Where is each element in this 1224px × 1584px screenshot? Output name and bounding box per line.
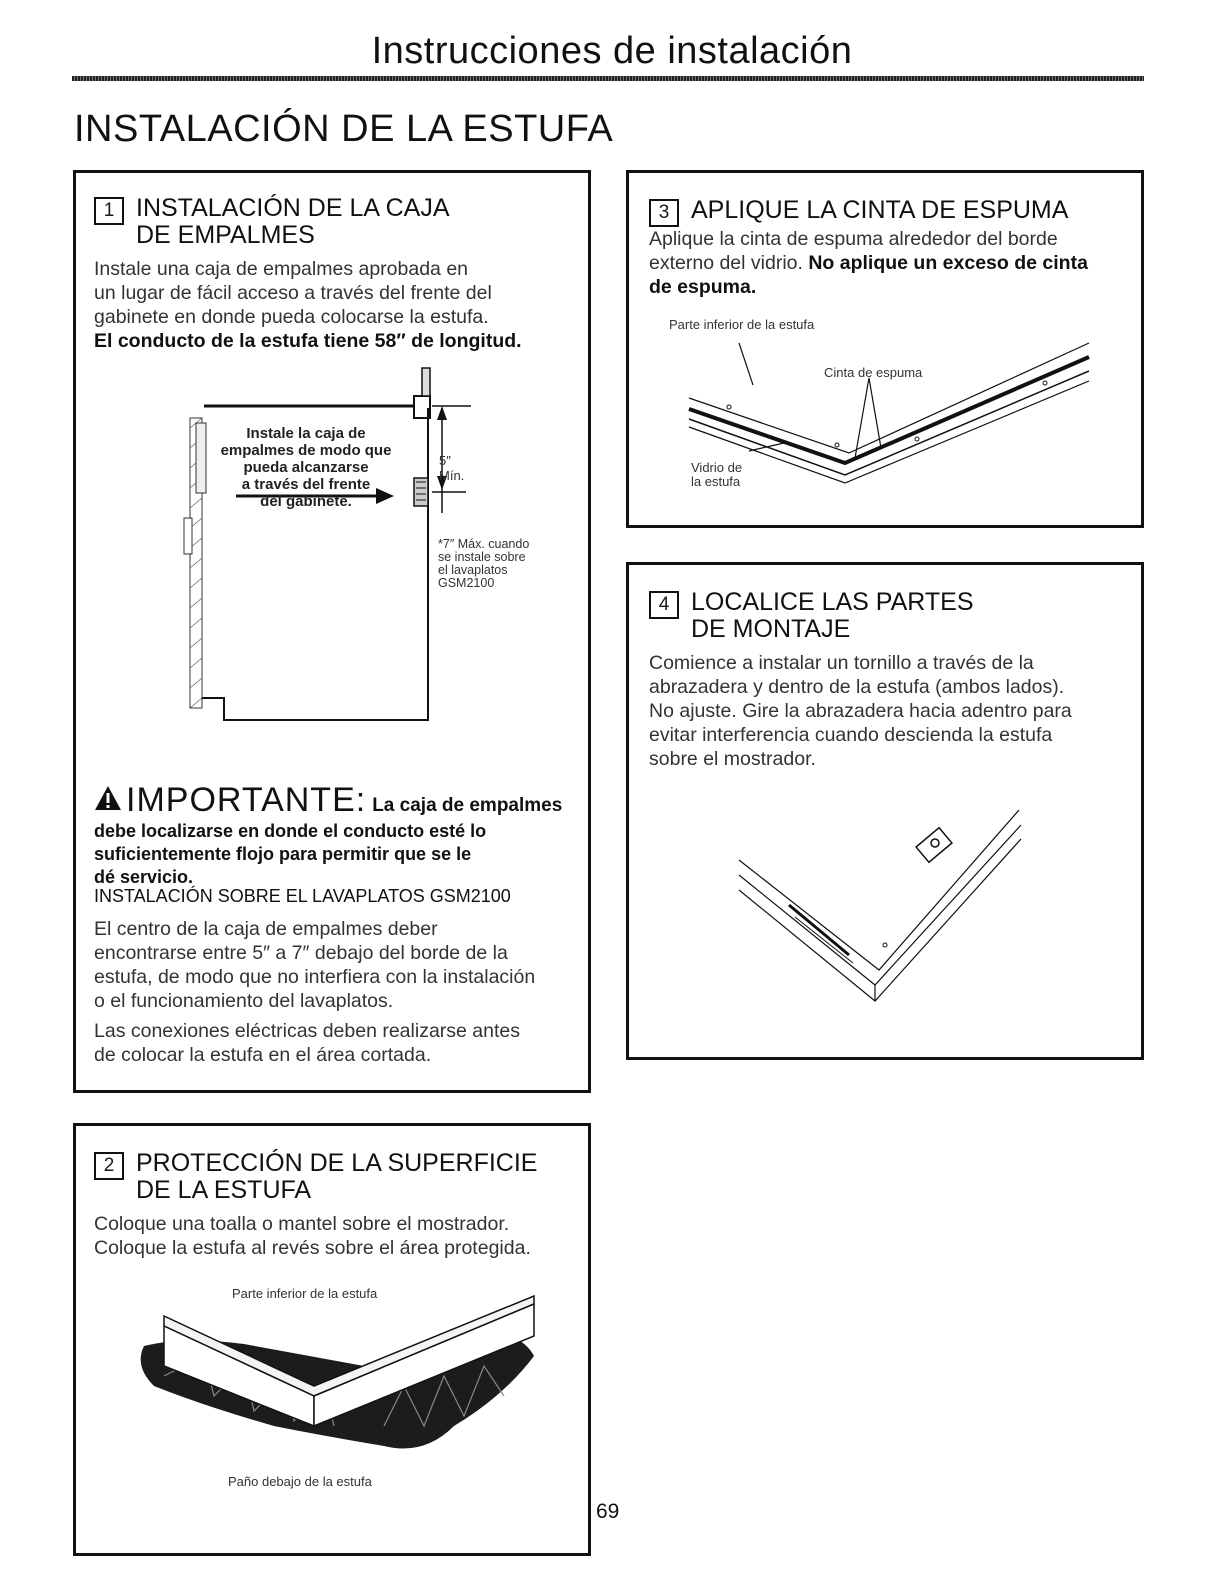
step3-label-range: Parte inferior de la estufa <box>669 317 815 332</box>
step2-title: PROTECCIÓN DE LA SUPERFICIE DE LA ESTUFA <box>136 1149 538 1204</box>
step1-text: Instale una caja de empalmes aprobada en un lugar de fácil acceso a través del frente del gabinete en donde pueda colocarse la estufa. El conducto de la estufa tiene 58″ de longitud. <box>94 258 522 352</box>
gsm2100-heading: INSTALACIÓN SOBRE EL LAVAPLATOS GSM2100 <box>94 886 511 906</box>
step2-number: 2 <box>94 1152 124 1180</box>
electrical-paragraph: Las conexiones eléctricas deben realizarse antes de colocar la estufa en el área cortada. <box>94 1020 521 1066</box>
section-title: INSTALACIÓN DE LA ESTUFA <box>74 108 614 150</box>
header-rule <box>72 76 1144 81</box>
warning-icon <box>94 785 122 811</box>
step3-label-glass: Vidrio de la estufa <box>691 460 743 489</box>
step3-box <box>626 170 1144 528</box>
important-label: IMPORTANTE: <box>126 781 367 819</box>
cloth-diagram <box>124 1286 544 1456</box>
gsm2100-paragraph: El centro de la caja de empalmes deber encontrarse entre 5″ a 7″ debajo del borde de la estufa, de modo que no interfiera con la instalación o el funcionamiento del lavaplatos. <box>94 918 536 1012</box>
step2-label-top: Parte inferior de la estufa <box>232 1286 378 1301</box>
step3-text: Aplique la cinta de espuma alrededor del borde externo del vidrio. No aplique un exceso de cinta de espuma. <box>649 228 1088 298</box>
step1-box <box>73 170 591 1093</box>
step3-title: APLIQUE LA CINTA DE ESPUMA <box>691 196 1069 224</box>
dimension-max-note: *7″ Máx. cuando se instale sobre el lavaplatos GSM2100 <box>438 537 530 590</box>
step1-number: 1 <box>94 197 124 225</box>
page-header-title: Instrucciones de instalación <box>371 30 853 72</box>
step2-box <box>73 1123 591 1556</box>
important-line1: La caja de empalmes <box>372 795 563 816</box>
step3-number: 3 <box>649 199 679 227</box>
step1-title: INSTALACIÓN DE LA CAJA DE EMPALMES <box>136 194 450 249</box>
important-block: IMPORTANTE: La caja de empalmes debe localizarse en donde el conducto esté lo suficientemente flojo para permitir que se le dé servicio. <box>94 781 563 887</box>
mounting-bracket-diagram <box>729 805 1029 1025</box>
step4-box <box>626 562 1144 1060</box>
diagram-note: Instale la caja de empalmes de modo que pueda alcanzarse a través del frente del gabinete. <box>220 425 392 510</box>
step4-title: LOCALICE LAS PARTES DE MONTAJE <box>691 588 974 643</box>
step4-text: Comience a instalar un tornillo a través de la abrazadera y dentro de la estufa (ambos lados). No ajuste. Gire la abrazadera hacia adentro para evitar interferencia cuando descienda la estufa sobre el mostrador. <box>649 652 1072 770</box>
step3-label-tape: Cinta de espuma <box>824 365 923 380</box>
page-number: 69 <box>596 1500 620 1523</box>
step2-label-bottom: Paño debajo de la estufa <box>228 1474 372 1489</box>
step2-text: Coloque una toalla o mantel sobre el mostrador. Coloque la estufa al revés sobre el área protegida. <box>94 1213 531 1259</box>
step4-number: 4 <box>649 591 679 619</box>
dimension-min-label: 5″ Mín. <box>439 453 465 483</box>
